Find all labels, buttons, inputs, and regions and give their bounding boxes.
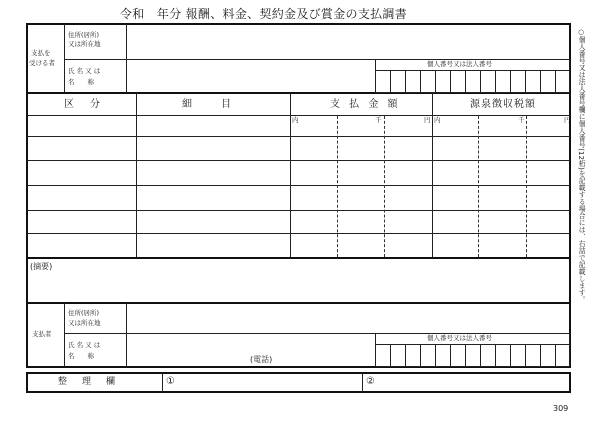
id-digit-divider: [540, 345, 541, 366]
category-cells[interactable]: [28, 137, 135, 255]
payment-amount-cells[interactable]: [291, 137, 431, 255]
id-digit-divider: [540, 71, 541, 92]
payer-id-number-label: 個人番号又は法人番号: [427, 334, 492, 342]
recipient-id-number-label: 個人番号又は法人番号: [427, 60, 492, 68]
id-digit-divider: [390, 71, 391, 92]
id-digit-divider: [480, 71, 481, 92]
unit-thousand-2: 千: [518, 116, 525, 124]
payer-address-field[interactable]: [128, 305, 568, 332]
id-digit-divider: [435, 345, 436, 366]
admin-label: 整 理 欄: [58, 377, 119, 387]
id-digit-divider: [525, 345, 526, 366]
recipient-name-label-2: 名 称: [68, 78, 94, 86]
id-digit-divider: [450, 71, 451, 92]
id-digit-divider: [495, 345, 496, 366]
id-digit-divider: [435, 71, 436, 92]
unit-thousand-1: 千: [375, 116, 382, 124]
id-digit-divider: [555, 345, 556, 366]
id-digit-divider: [405, 71, 406, 92]
detail-cells[interactable]: [137, 137, 289, 255]
header-payment-amount: 支 払 金 額: [330, 99, 401, 110]
unit-inner-1: 内: [292, 116, 299, 124]
id-digit-divider: [420, 345, 421, 366]
recipient-address-label-1: 住所(居所): [68, 31, 100, 39]
recipient-name-label-1: 氏 名 又 は: [68, 67, 101, 75]
id-digit-divider: [450, 345, 451, 366]
payer-phone-label: (電話): [250, 355, 273, 364]
id-digit-divider: [495, 71, 496, 92]
remarks-field[interactable]: [28, 274, 569, 301]
unit-inner-2: 内: [434, 116, 441, 124]
unit-yen-1: 円: [424, 116, 431, 124]
admin-mark-1: ①: [166, 376, 175, 387]
recipient-address-field[interactable]: [128, 26, 568, 57]
payer-name-label-1: 氏 名 又 は: [68, 341, 101, 349]
recipient-side-label-2: 受ける者: [29, 59, 55, 67]
recipient-name-field[interactable]: [128, 61, 374, 91]
unit-yen-2: 円: [564, 116, 571, 124]
id-digit-divider: [465, 71, 466, 92]
header-category: 区 分: [64, 99, 103, 110]
id-digit-divider: [390, 345, 391, 366]
admin-field-1[interactable]: [178, 374, 360, 391]
form-number: 309: [553, 404, 569, 413]
id-digit-divider: [555, 71, 556, 92]
header-withholding-tax: 源泉徴収税額: [470, 99, 536, 110]
id-digit-divider: [405, 345, 406, 366]
side-note: ○個人番号又は法人番号欄に個人番号(12桁)を記載する場合には、右詰で記載します。: [577, 28, 586, 303]
admin-field-2[interactable]: [378, 374, 569, 391]
id-digit-divider: [525, 71, 526, 92]
header-detail: 細 目: [182, 99, 234, 110]
payer-address-label-2: 又は所在地: [68, 319, 101, 327]
recipient-address-label-2: 又は所在地: [68, 40, 101, 48]
payer-address-label-1: 住所(居所): [68, 309, 100, 317]
withholding-tax-cells[interactable]: [433, 137, 569, 255]
id-digit-divider: [420, 71, 421, 92]
payer-name-label-2: 名 称: [68, 352, 94, 360]
id-digit-divider: [480, 345, 481, 366]
form-title: 令和 年分 報酬、料金、契約金及び賞金の支払調書: [120, 7, 408, 21]
remarks-label: (摘要): [30, 262, 53, 271]
payer-side-label: 支払者: [32, 330, 52, 338]
admin-mark-2: ②: [366, 376, 375, 387]
id-digit-divider: [465, 345, 466, 366]
recipient-side-label-1: 支払を: [31, 49, 51, 57]
id-digit-divider: [510, 71, 511, 92]
id-digit-divider: [510, 345, 511, 366]
payer-name-field[interactable]: [128, 335, 374, 366]
